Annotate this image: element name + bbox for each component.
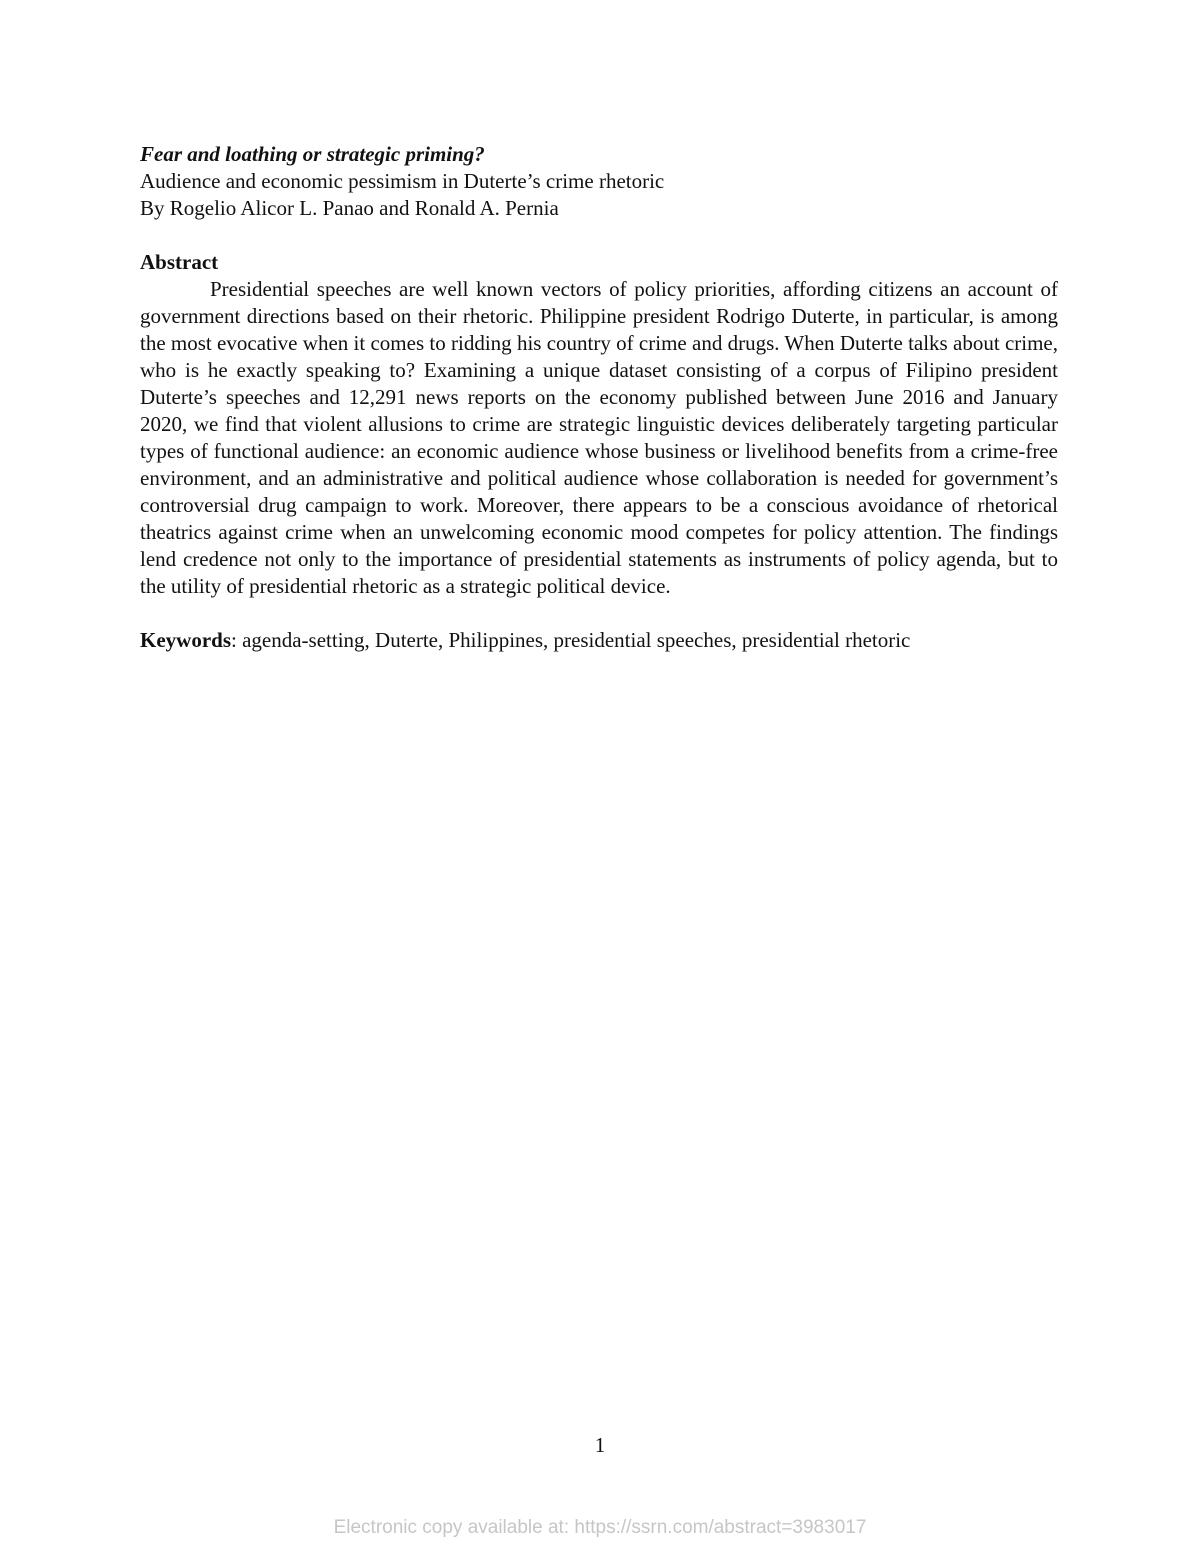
paper-title: Fear and loathing or strategic priming? bbox=[140, 142, 485, 166]
page-number: 1 bbox=[594, 1433, 606, 1457]
ssrn-footer-note: Electronic copy available at: https://ssrn.com/abstract=3983017 bbox=[333, 1517, 867, 1538]
keywords-line bbox=[140, 627, 1058, 654]
paper-content bbox=[140, 141, 1058, 654]
keywords-list: : agenda-setting, Duterte, Philippines, presidential speeches, presidential rhetoric bbox=[231, 628, 911, 652]
paper-subtitle: Audience and economic pessimism in Duterte’s crime rhetoric bbox=[140, 169, 665, 193]
keywords-label: Keywords bbox=[140, 628, 231, 652]
abstract-heading: Abstract bbox=[140, 250, 219, 274]
abstract-body: Presidential speeches are well known vectors of policy priorities, affording citizens an account of government directions based on their rhetoric. Philippine president Rodrigo Duterte, in particular, is among the most evocative when it comes to ridding his country of crime and drugs. When Duterte talks about crime, who is he exactly speaking to? Examining a unique dataset consisting of a corpus of Filipino president Duterte’s speeches and 12,291 news reports on the economy published between June 2016 and January 2020, we find that violent allusions to crime are strategic linguistic devices deliberately targeting particular types of functional audience: an economic audience whose business or livelihood benefits from a crime-free environment, and an administrative and political audience whose collaboration is needed for government’s controversial drug campaign to work. Moreover, there appears to be a conscious avoidance of rhetorical theatrics against crime when an unwelcoming economic mood competes for policy attention. The findings lend credence not only to the importance of presidential statements as instruments of policy agenda, but to the utility of presidential rhetoric as a strategic political device. bbox=[140, 277, 1058, 598]
paper-authors: By Rogelio Alicor L. Panao and Ronald A. Pernia bbox=[140, 196, 559, 220]
